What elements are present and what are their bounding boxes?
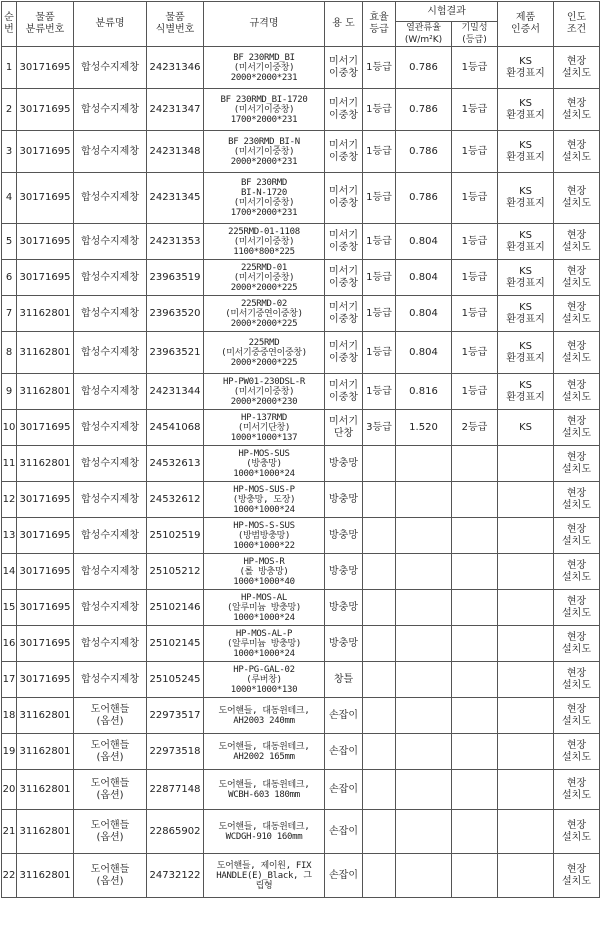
use-cell: 방충망 <box>325 446 363 482</box>
airtight-cell <box>452 734 498 770</box>
class-name-cell: 도어핸들 (옵션) <box>74 770 147 810</box>
delivery-cell: 현장 설치도 <box>554 482 600 518</box>
delivery-cell: 현장 설치도 <box>554 662 600 698</box>
id-no-cell: 24231348 <box>147 131 204 173</box>
class-no-cell: 30171695 <box>17 260 74 296</box>
delivery-cell: 현장 설치도 <box>554 626 600 662</box>
airtight-cell <box>452 854 498 898</box>
thermal-cell: 0.804 <box>396 296 452 332</box>
table-row <box>2 89 600 131</box>
airtight-cell <box>452 554 498 590</box>
grade-cell: 1등급 <box>363 296 396 332</box>
spec-cell: HP-MOS-AL-P (알루미늄 방충망) 1000*1000*24 <box>204 626 325 662</box>
thermal-cell: 0.786 <box>396 47 452 89</box>
thermal-cell <box>396 590 452 626</box>
no-cell: 7 <box>2 296 17 332</box>
table-row <box>2 770 600 810</box>
airtight-cell: 2등급 <box>452 410 498 446</box>
class-no-cell: 31162801 <box>17 854 74 898</box>
cert-cell: KS <box>498 410 554 446</box>
spec-cell: 225RMD (미서기중중연이중창) 2000*2000*225 <box>204 332 325 374</box>
grade-cell <box>363 662 396 698</box>
class-no-cell: 31162801 <box>17 374 74 410</box>
use-cell: 손잡이 <box>325 854 363 898</box>
spec-cell: HP-PG-GAL-02 (루버창) 1000*1000*130 <box>204 662 325 698</box>
no-cell: 17 <box>2 662 17 698</box>
delivery-cell: 현장 설치도 <box>554 296 600 332</box>
no-cell: 22 <box>2 854 17 898</box>
id-no-cell: 22973517 <box>147 698 204 734</box>
spec-cell: BF 230RMD BI-N-1720 (미서기이중창) 1700*2000*231 <box>204 173 325 224</box>
no-cell: 8 <box>2 332 17 374</box>
thermal-cell <box>396 810 452 854</box>
cert-cell: KS 환경표지 <box>498 89 554 131</box>
delivery-cell: 현장 설치도 <box>554 854 600 898</box>
airtight-cell: 1등급 <box>452 224 498 260</box>
table-row <box>2 332 600 374</box>
cert-cell <box>498 626 554 662</box>
table-header <box>2 2 600 47</box>
delivery-cell: 현장 설치도 <box>554 590 600 626</box>
use-cell: 미서기 이중창 <box>325 89 363 131</box>
class-name-cell: 합성수지제창 <box>74 89 147 131</box>
class-name-cell: 합성수지제창 <box>74 662 147 698</box>
use-cell: 방충망 <box>325 554 363 590</box>
id-no-cell: 24231344 <box>147 374 204 410</box>
delivery-cell: 현장 설치도 <box>554 810 600 854</box>
no-cell: 11 <box>2 446 17 482</box>
table-row <box>2 518 600 554</box>
class-name-cell: 도어핸들 (옵션) <box>74 854 147 898</box>
grade-cell: 1등급 <box>363 47 396 89</box>
thermal-cell: 0.786 <box>396 173 452 224</box>
use-cell: 손잡이 <box>325 698 363 734</box>
use-cell: 미서기 이중창 <box>325 173 363 224</box>
use-cell: 창틀 <box>325 662 363 698</box>
cert-cell <box>498 698 554 734</box>
airtight-cell: 1등급 <box>452 260 498 296</box>
spec-cell: BF 230RMD_BI-N (미서기이중창) 2000*2000*231 <box>204 131 325 173</box>
use-cell: 손잡이 <box>325 734 363 770</box>
class-name-cell: 합성수지제창 <box>74 446 147 482</box>
no-cell: 13 <box>2 518 17 554</box>
table-row <box>2 410 600 446</box>
id-no-cell: 22973518 <box>147 734 204 770</box>
id-no-cell: 25102145 <box>147 626 204 662</box>
thermal-cell <box>396 698 452 734</box>
table-row <box>2 131 600 173</box>
cert-cell: KS 환경표지 <box>498 47 554 89</box>
spec-cell: BF 230RMD_BI-1720 (미서기이중창) 1700*2000*231 <box>204 89 325 131</box>
spec-cell: 도어핸들, 대동윈테크, WCBH-603 180mm <box>204 770 325 810</box>
delivery-cell: 현장 설치도 <box>554 770 600 810</box>
spec-cell: HP-MOS-AL (알루미늄 방충망) 1000*1000*24 <box>204 590 325 626</box>
class-no-cell: 31162801 <box>17 332 74 374</box>
airtight-cell <box>452 698 498 734</box>
header-id-no: 물품 식별번호 <box>147 2 204 47</box>
delivery-cell: 현장 설치도 <box>554 89 600 131</box>
grade-cell <box>363 854 396 898</box>
no-cell: 19 <box>2 734 17 770</box>
delivery-cell: 현장 설치도 <box>554 410 600 446</box>
header-cert: 제품 인증서 <box>498 2 554 47</box>
use-cell: 미서기 이중창 <box>325 224 363 260</box>
use-cell: 방충망 <box>325 482 363 518</box>
spec-cell: 225RMD-01-1108 (미서기이중창) 1100*800*225 <box>204 224 325 260</box>
grade-cell: 1등급 <box>363 173 396 224</box>
thermal-cell: 0.816 <box>396 374 452 410</box>
id-no-cell: 25102519 <box>147 518 204 554</box>
use-cell: 미서기 이중창 <box>325 260 363 296</box>
cert-cell <box>498 662 554 698</box>
cert-cell: KS 환경표지 <box>498 374 554 410</box>
cert-cell <box>498 734 554 770</box>
no-cell: 3 <box>2 131 17 173</box>
delivery-cell: 현장 설치도 <box>554 173 600 224</box>
header-class-name: 분류명 <box>74 2 147 47</box>
no-cell: 1 <box>2 47 17 89</box>
class-no-cell: 30171695 <box>17 89 74 131</box>
class-no-cell: 30171695 <box>17 626 74 662</box>
no-cell: 12 <box>2 482 17 518</box>
table-row <box>2 260 600 296</box>
spec-cell: HP-MOS-S-SUS (방범방충망) 1000*1000*22 <box>204 518 325 554</box>
id-no-cell: 22865902 <box>147 810 204 854</box>
class-no-cell: 31162801 <box>17 296 74 332</box>
delivery-cell: 현장 설치도 <box>554 260 600 296</box>
cert-cell <box>498 518 554 554</box>
table-row <box>2 482 600 518</box>
cert-cell <box>498 854 554 898</box>
spec-cell: HP-137RMD (미서기단창) 1000*1000*137 <box>204 410 325 446</box>
grade-cell: 1등급 <box>363 89 396 131</box>
no-cell: 15 <box>2 590 17 626</box>
table-row <box>2 446 600 482</box>
class-no-cell: 31162801 <box>17 810 74 854</box>
airtight-cell <box>452 770 498 810</box>
class-name-cell: 도어핸들 (옵션) <box>74 698 147 734</box>
delivery-cell: 현장 설치도 <box>554 332 600 374</box>
thermal-cell: 0.786 <box>396 89 452 131</box>
grade-cell: 1등급 <box>363 374 396 410</box>
class-name-cell: 합성수지제창 <box>74 296 147 332</box>
airtight-cell: 1등급 <box>452 89 498 131</box>
table-row <box>2 698 600 734</box>
spec-cell: 도어핸들, 대동윈테크, AH2002 165mm <box>204 734 325 770</box>
grade-cell <box>363 554 396 590</box>
airtight-cell <box>452 482 498 518</box>
no-cell: 16 <box>2 626 17 662</box>
thermal-cell: 0.786 <box>396 131 452 173</box>
grade-cell: 1등급 <box>363 260 396 296</box>
delivery-cell: 현장 설치도 <box>554 374 600 410</box>
use-cell: 미서기 단창 <box>325 410 363 446</box>
use-cell: 방충망 <box>325 518 363 554</box>
header-airtight: 기밀성 (등급) <box>452 22 498 47</box>
delivery-cell: 현장 설치도 <box>554 518 600 554</box>
id-no-cell: 24541068 <box>147 410 204 446</box>
grade-cell: 1등급 <box>363 332 396 374</box>
grade-cell <box>363 810 396 854</box>
table-row <box>2 47 600 89</box>
cert-cell: KS 환경표지 <box>498 173 554 224</box>
class-no-cell: 31162801 <box>17 446 74 482</box>
delivery-cell: 현장 설치도 <box>554 131 600 173</box>
use-cell: 손잡이 <box>325 770 363 810</box>
table-row <box>2 854 600 898</box>
use-cell: 방충망 <box>325 590 363 626</box>
header-grade: 효율 등급 <box>363 2 396 47</box>
no-cell: 9 <box>2 374 17 410</box>
airtight-cell <box>452 810 498 854</box>
class-name-cell: 합성수지제창 <box>74 131 147 173</box>
spec-cell: HP-MOS-SUS-P (방충망, 도장) 1000*1000*24 <box>204 482 325 518</box>
table-row <box>2 810 600 854</box>
thermal-cell <box>396 626 452 662</box>
class-name-cell: 합성수지제창 <box>74 332 147 374</box>
airtight-cell: 1등급 <box>452 131 498 173</box>
use-cell: 미서기 이중창 <box>325 296 363 332</box>
header-delivery: 인도 조건 <box>554 2 600 47</box>
class-name-cell: 합성수지제창 <box>74 482 147 518</box>
class-no-cell: 30171695 <box>17 47 74 89</box>
use-cell: 방충망 <box>325 626 363 662</box>
id-no-cell: 24532613 <box>147 446 204 482</box>
thermal-cell <box>396 854 452 898</box>
id-no-cell: 23963520 <box>147 296 204 332</box>
cert-cell <box>498 446 554 482</box>
airtight-cell: 1등급 <box>452 296 498 332</box>
thermal-cell <box>396 662 452 698</box>
id-no-cell: 24231347 <box>147 89 204 131</box>
delivery-cell: 현장 설치도 <box>554 734 600 770</box>
id-no-cell: 24532612 <box>147 482 204 518</box>
class-name-cell: 합성수지제창 <box>74 260 147 296</box>
class-name-cell: 합성수지제창 <box>74 47 147 89</box>
id-no-cell: 24231353 <box>147 224 204 260</box>
class-no-cell: 30171695 <box>17 590 74 626</box>
spec-cell: HP-MOS-SUS (방충망) 1000*1000*24 <box>204 446 325 482</box>
cert-cell <box>498 810 554 854</box>
class-name-cell: 합성수지제창 <box>74 173 147 224</box>
thermal-cell: 1.520 <box>396 410 452 446</box>
header-spec: 규격명 <box>204 2 325 47</box>
id-no-cell: 22877148 <box>147 770 204 810</box>
grade-cell <box>363 698 396 734</box>
use-cell: 미서기 이중창 <box>325 332 363 374</box>
airtight-cell <box>452 626 498 662</box>
airtight-cell <box>452 662 498 698</box>
grade-cell <box>363 446 396 482</box>
class-no-cell: 31162801 <box>17 734 74 770</box>
cert-cell <box>498 554 554 590</box>
header-no: 순 번 <box>2 2 17 47</box>
table-row <box>2 590 600 626</box>
airtight-cell: 1등급 <box>452 332 498 374</box>
thermal-cell <box>396 518 452 554</box>
cert-cell <box>498 590 554 626</box>
id-no-cell: 23963519 <box>147 260 204 296</box>
no-cell: 10 <box>2 410 17 446</box>
class-name-cell: 합성수지제창 <box>74 554 147 590</box>
class-no-cell: 30171695 <box>17 173 74 224</box>
table-row <box>2 626 600 662</box>
class-no-cell: 30171695 <box>17 482 74 518</box>
class-name-cell: 합성수지제창 <box>74 518 147 554</box>
spec-cell: HP-MOS-R (롤 방충망) 1000*1000*40 <box>204 554 325 590</box>
cert-cell: KS 환경표지 <box>498 332 554 374</box>
spec-cell: 도어핸들, 대동윈테크, AH2003 240mm <box>204 698 325 734</box>
airtight-cell: 1등급 <box>452 374 498 410</box>
thermal-cell: 0.804 <box>396 224 452 260</box>
spec-cell: 도어핸들, 대동윈테크, WCDGH-910 160mm <box>204 810 325 854</box>
delivery-cell: 현장 설치도 <box>554 554 600 590</box>
no-cell: 5 <box>2 224 17 260</box>
id-no-cell: 24231345 <box>147 173 204 224</box>
class-no-cell: 30171695 <box>17 518 74 554</box>
cert-cell <box>498 482 554 518</box>
header-use: 용 도 <box>325 2 363 47</box>
class-name-cell: 합성수지제창 <box>74 590 147 626</box>
id-no-cell: 25102146 <box>147 590 204 626</box>
airtight-cell <box>452 446 498 482</box>
no-cell: 14 <box>2 554 17 590</box>
id-no-cell: 25105245 <box>147 662 204 698</box>
no-cell: 6 <box>2 260 17 296</box>
product-spec-table <box>1 1 600 898</box>
no-cell: 21 <box>2 810 17 854</box>
id-no-cell: 25105212 <box>147 554 204 590</box>
class-name-cell: 합성수지제창 <box>74 374 147 410</box>
cert-cell <box>498 770 554 810</box>
airtight-cell <box>452 518 498 554</box>
thermal-cell: 0.804 <box>396 260 452 296</box>
spec-cell: 225RMD-02 (미서기중연이중창) 2000*2000*225 <box>204 296 325 332</box>
delivery-cell: 현장 설치도 <box>554 698 600 734</box>
use-cell: 손잡이 <box>325 810 363 854</box>
class-name-cell: 합성수지제창 <box>74 626 147 662</box>
use-cell: 미서기 이중창 <box>325 131 363 173</box>
class-no-cell: 31162801 <box>17 770 74 810</box>
grade-cell <box>363 626 396 662</box>
spec-cell: 225RMD-01 (미서기이중창) 2000*2000*225 <box>204 260 325 296</box>
table-row <box>2 734 600 770</box>
no-cell: 4 <box>2 173 17 224</box>
grade-cell: 1등급 <box>363 224 396 260</box>
table-row <box>2 554 600 590</box>
class-no-cell: 30171695 <box>17 131 74 173</box>
delivery-cell: 현장 설치도 <box>554 446 600 482</box>
grade-cell <box>363 734 396 770</box>
cert-cell: KS 환경표지 <box>498 296 554 332</box>
spec-cell: BF 230RMD_BI (미서기이중창) 2000*2000*231 <box>204 47 325 89</box>
thermal-cell <box>396 734 452 770</box>
no-cell: 20 <box>2 770 17 810</box>
table-body <box>2 47 600 898</box>
table-row <box>2 662 600 698</box>
use-cell: 미서기 이중창 <box>325 374 363 410</box>
delivery-cell: 현장 설치도 <box>554 47 600 89</box>
grade-cell <box>363 482 396 518</box>
no-cell: 2 <box>2 89 17 131</box>
table-row <box>2 173 600 224</box>
header-thermal: 열관류율 (W/m²K) <box>396 22 452 47</box>
class-no-cell: 30171695 <box>17 410 74 446</box>
thermal-cell <box>396 554 452 590</box>
class-no-cell: 31162801 <box>17 698 74 734</box>
class-name-cell: 합성수지제창 <box>74 224 147 260</box>
thermal-cell <box>396 770 452 810</box>
grade-cell: 3등급 <box>363 410 396 446</box>
delivery-cell: 현장 설치도 <box>554 224 600 260</box>
class-name-cell: 도어핸들 (옵션) <box>74 734 147 770</box>
table-row <box>2 296 600 332</box>
grade-cell: 1등급 <box>363 131 396 173</box>
no-cell: 18 <box>2 698 17 734</box>
cert-cell: KS 환경표지 <box>498 224 554 260</box>
table-row <box>2 374 600 410</box>
spec-cell: HP-PW01-230DSL-R (미서기이중창) 2000*2000*230 <box>204 374 325 410</box>
grade-cell <box>363 518 396 554</box>
thermal-cell <box>396 482 452 518</box>
thermal-cell <box>396 446 452 482</box>
grade-cell <box>363 590 396 626</box>
spec-cell: 도어핸들, 제이원, FIX HANDLE(E)_Black, 그 립형 <box>204 854 325 898</box>
thermal-cell: 0.804 <box>396 332 452 374</box>
id-no-cell: 24231346 <box>147 47 204 89</box>
id-no-cell: 24732122 <box>147 854 204 898</box>
use-cell: 미서기 이중창 <box>325 47 363 89</box>
header-class-no: 물품 분류번호 <box>17 2 74 47</box>
airtight-cell: 1등급 <box>452 173 498 224</box>
cert-cell: KS 환경표지 <box>498 260 554 296</box>
airtight-cell <box>452 590 498 626</box>
header-test-result: 시험결과 <box>396 2 498 22</box>
class-name-cell: 도어핸들 (옵션) <box>74 810 147 854</box>
table-row <box>2 224 600 260</box>
cert-cell: KS 환경표지 <box>498 131 554 173</box>
airtight-cell: 1등급 <box>452 47 498 89</box>
class-no-cell: 30171695 <box>17 224 74 260</box>
class-no-cell: 30171695 <box>17 662 74 698</box>
grade-cell <box>363 770 396 810</box>
id-no-cell: 23963521 <box>147 332 204 374</box>
class-no-cell: 30171695 <box>17 554 74 590</box>
class-name-cell: 합성수지제창 <box>74 410 147 446</box>
